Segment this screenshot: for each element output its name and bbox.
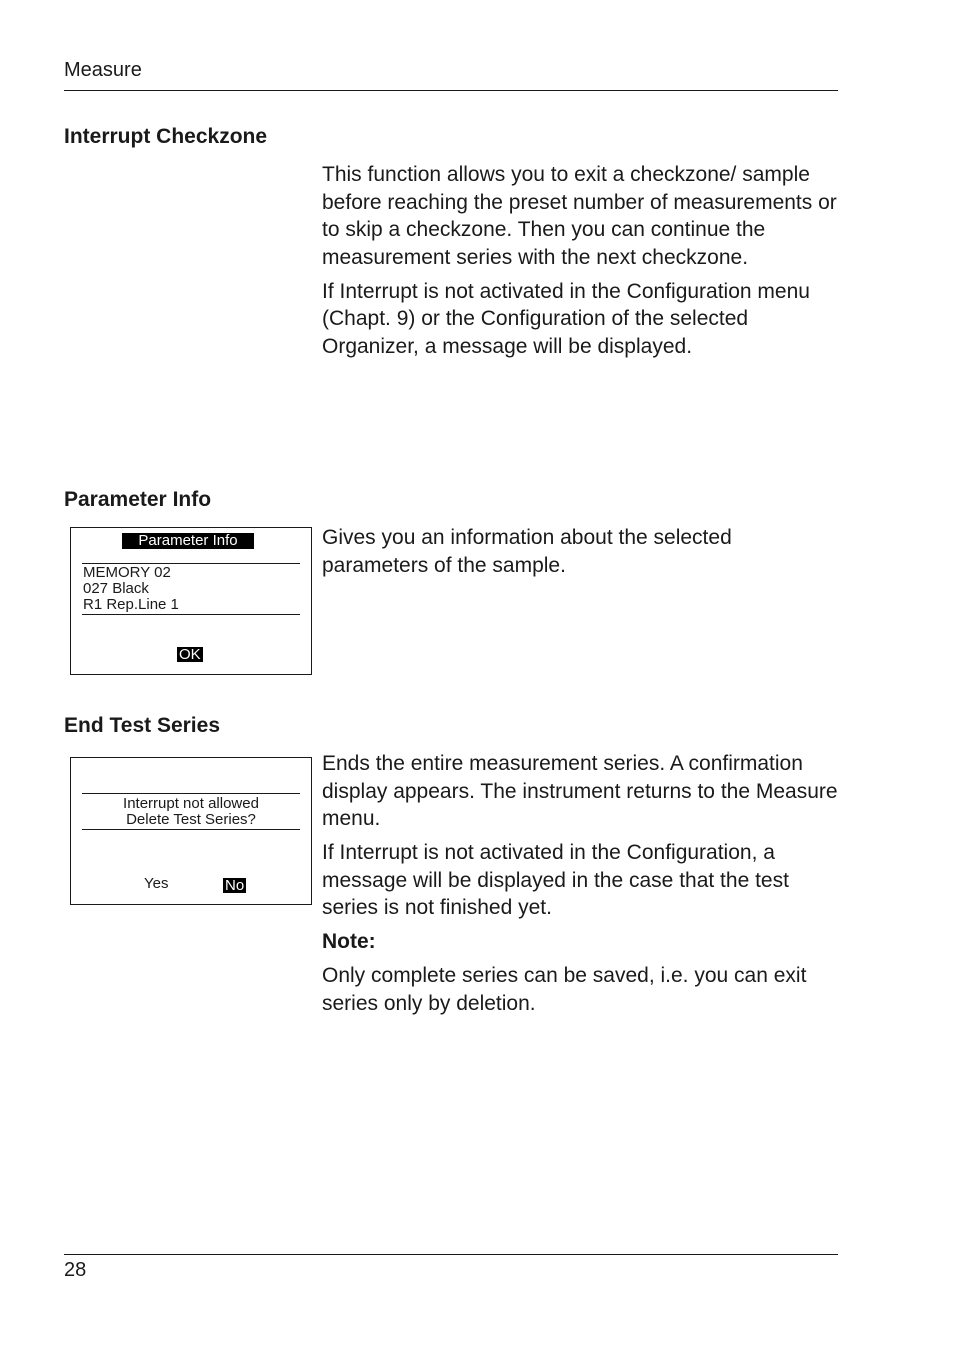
screen-line-memory: MEMORY 02 — [83, 564, 171, 581]
footer-rule — [64, 1254, 838, 1255]
section-heading-parameter-info: Parameter Info — [64, 488, 212, 511]
end-test-series-paragraph-2: If Interrupt is not activated in the Configuration, a message will be displayed in the case that the test series is not finished yet. — [322, 841, 789, 919]
page-header-title: Measure — [64, 59, 142, 81]
screen-line-repline: R1 Rep.Line 1 — [83, 596, 179, 613]
parameter-info-paragraph: Gives you an information about the selected parameters of the sample. — [322, 526, 732, 577]
screen-divider-bottom — [82, 614, 300, 615]
parameter-info-body — [322, 524, 842, 586]
section-heading-end-test-series: End Test Series — [64, 714, 221, 737]
screen-message-line-1: Interrupt not allowed — [123, 795, 259, 812]
no-softkey[interactable]: No — [225, 877, 245, 894]
screen-message-line-2: Delete Test Series? — [126, 811, 256, 828]
end-test-series-body — [322, 750, 842, 1024]
yes-softkey[interactable]: Yes — [144, 875, 169, 892]
screen-divider-top — [82, 793, 300, 794]
end-test-series-paragraph-1: Ends the entire measurement series. A confirmation display appears. The instrument returns to the Measure menu. — [322, 752, 838, 830]
note-text: Only complete series can be saved, i.e. you can exit series only by deletion. — [322, 964, 807, 1015]
parameter-info-screen — [70, 527, 312, 675]
screen-line-color: 027 Black — [83, 580, 149, 597]
interrupt-paragraph-1: This function allows you to exit a checkzone/ sample before reaching the preset number of measurements or to skip a checkzone. Then you can continue the measurement series with the next checkzone. — [322, 163, 837, 269]
section-heading-interrupt-checkzone: Interrupt Checkzone — [64, 125, 268, 148]
screen-divider-bottom — [82, 829, 300, 830]
interrupt-paragraph-2: If Interrupt is not activated in the Configuration menu (Chapt. 9) or the Configuration of the selected Organizer, a message will be displayed. — [322, 279, 810, 358]
note-label: Note: — [322, 930, 376, 953]
header-rule — [64, 90, 838, 91]
ok-softkey[interactable]: OK — [179, 646, 201, 663]
interrupt-body — [322, 161, 842, 367]
page-number: 28 — [64, 1259, 87, 1281]
end-test-series-screen — [70, 757, 312, 905]
screen-title-bar: Parameter Info — [122, 533, 254, 549]
